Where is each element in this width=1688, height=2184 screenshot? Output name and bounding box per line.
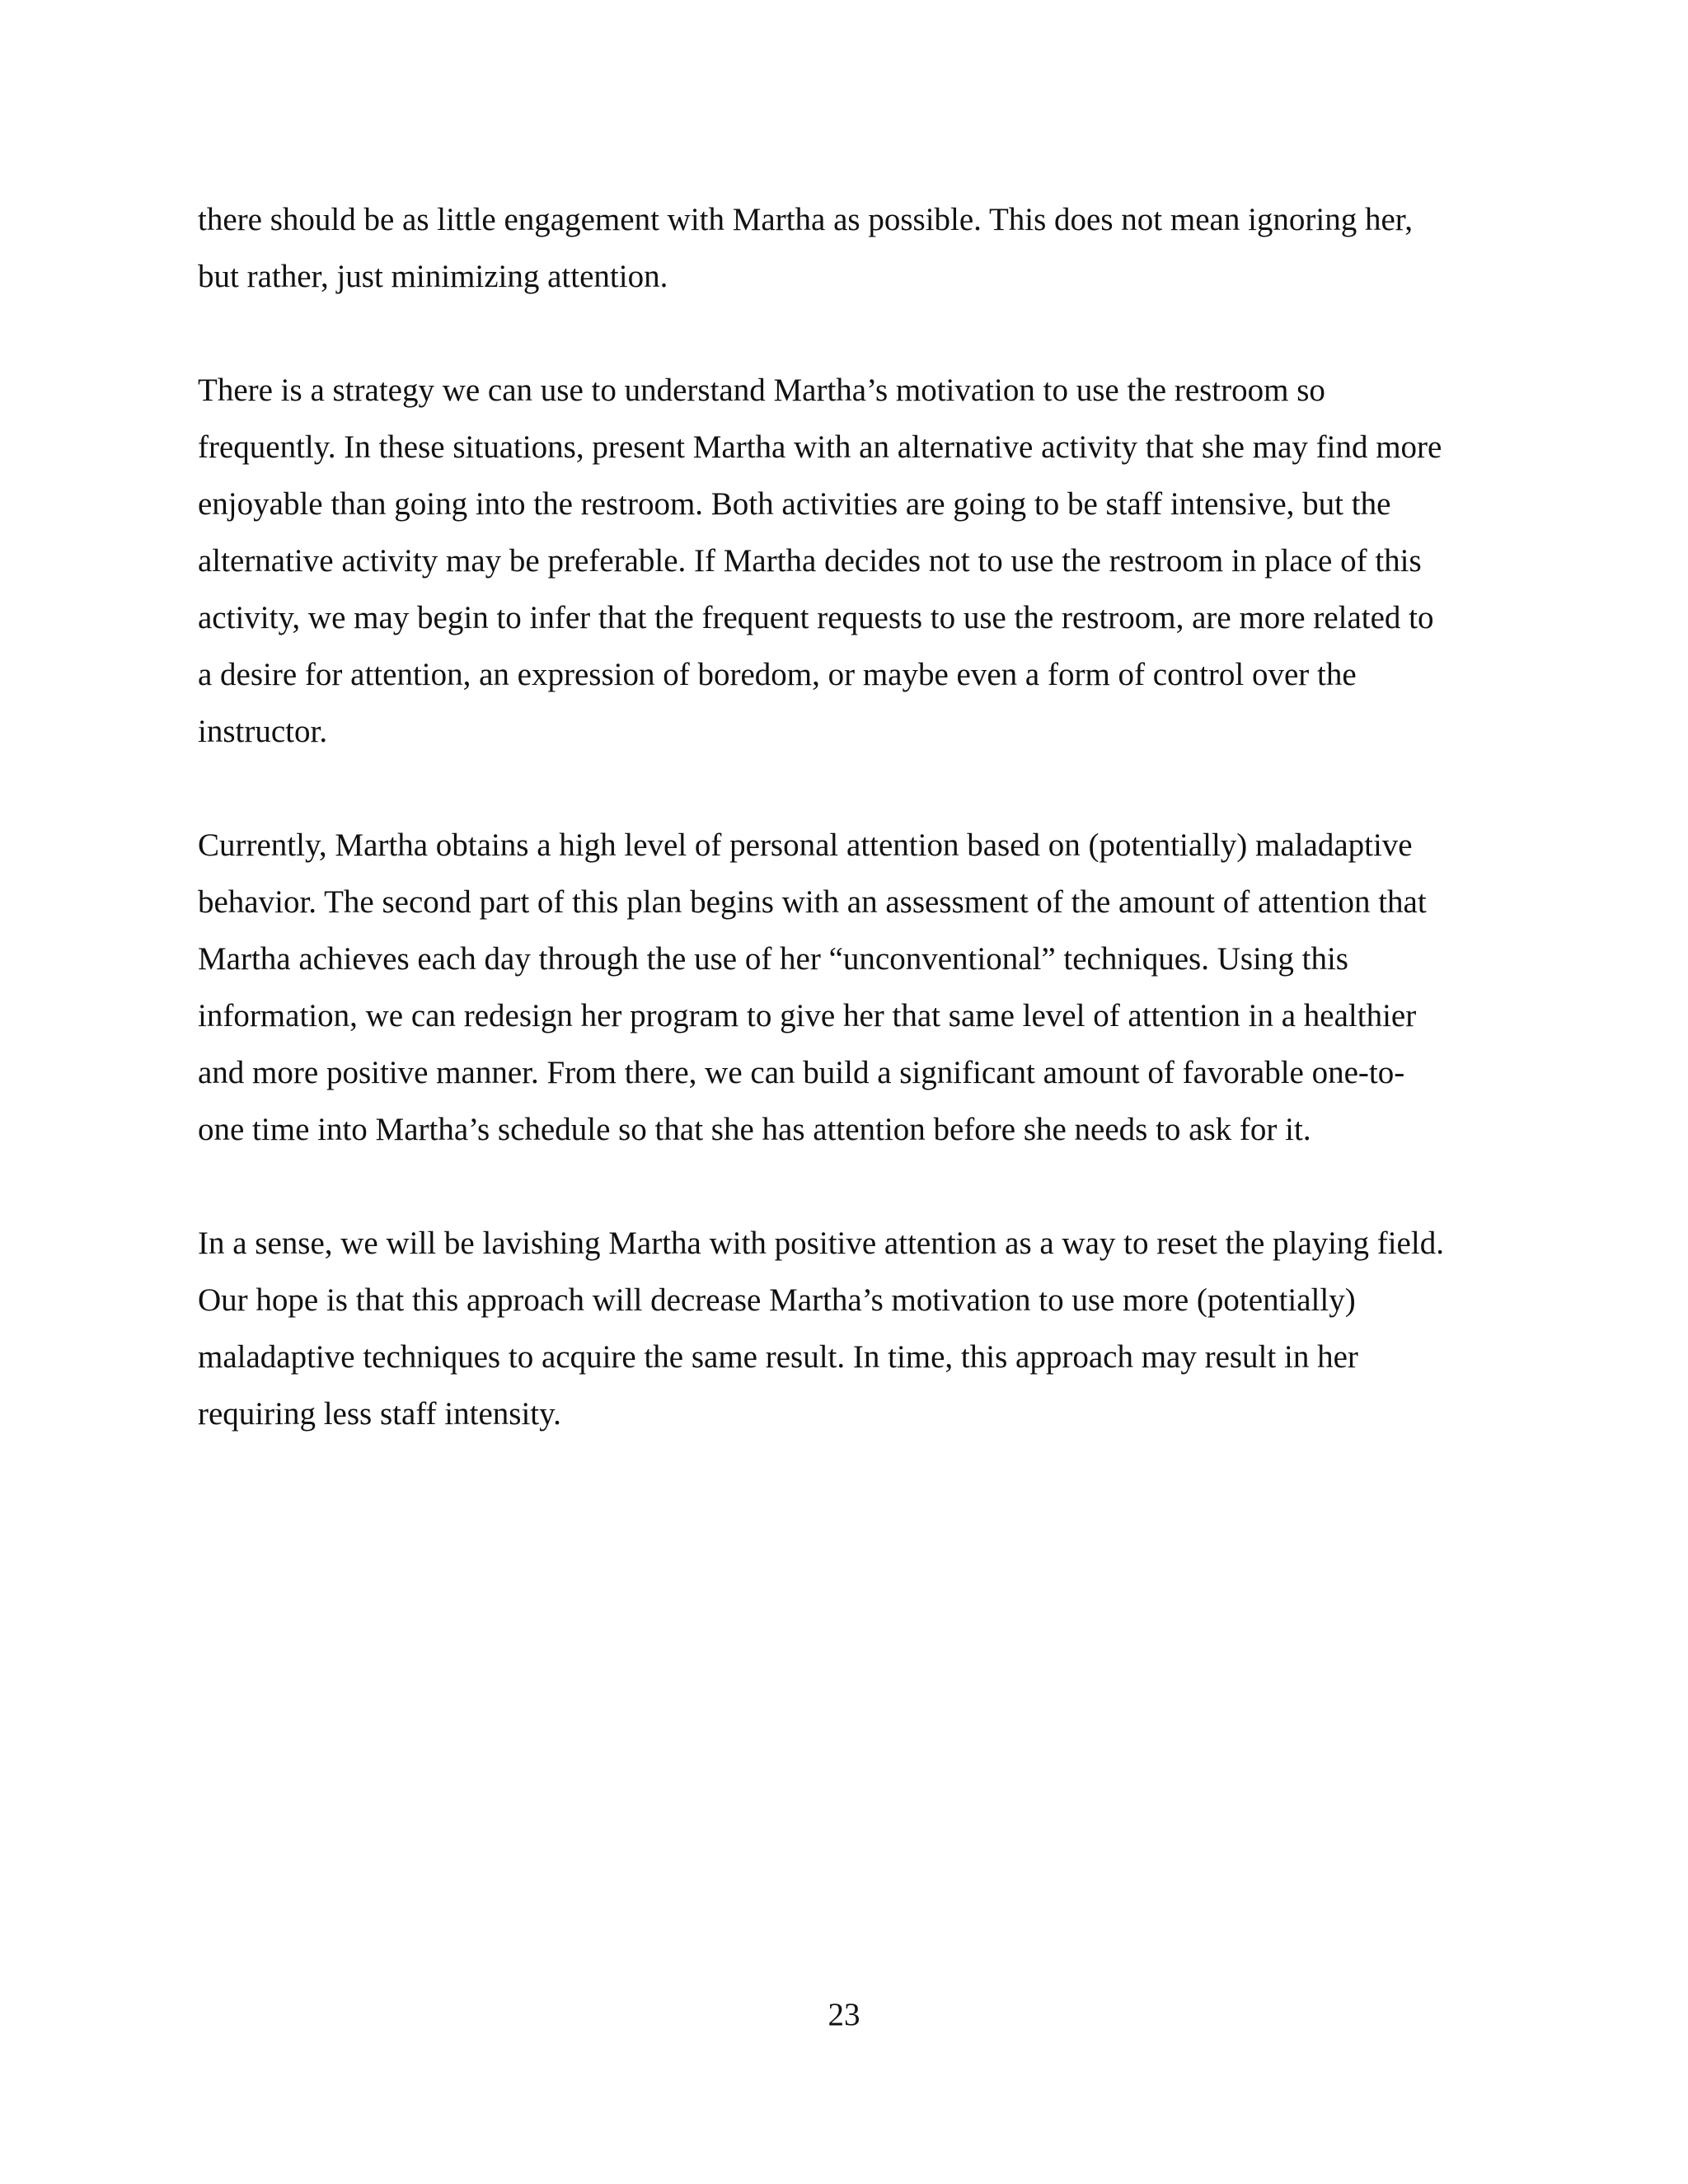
text-line: and more positive manner. From there, we can build a significant amount of favorable one-to- (198, 1055, 1405, 1090)
page-number: 23 (828, 1997, 860, 2032)
text-line: enjoyable than going into the restroom. Both activities are going to be staff intensive, but the (198, 486, 1391, 522)
text-line: activity, we may begin to infer that the frequent requests to use the restroom, are more related to (198, 600, 1434, 635)
body-text (198, 191, 1490, 1499)
text-line: one time into Martha’s schedule so that she has attention before she needs to ask for it. (198, 1112, 1311, 1147)
text-line: There is a strategy we can use to understand Martha’s motivation to use the restroom so (198, 373, 1325, 408)
text-line: information, we can redesign her program to give her that same level of attention in a healthier (198, 998, 1417, 1033)
text-line: there should be as little engagement with Martha as possible. This does not mean ignoring her, (198, 202, 1413, 237)
text-line: instructor. (198, 714, 328, 749)
text-line: Our hope is that this approach will decrease Martha’s motivation to use more (potentially) (198, 1282, 1356, 1318)
paragraph-3 (198, 817, 1490, 1158)
text-line: maladaptive techniques to acquire the same result. In time, this approach may result in her (198, 1339, 1358, 1375)
text-line: alternative activity may be preferable. If Martha decides not to use the restroom in place of this (198, 543, 1422, 579)
text-line: behavior. The second part of this plan begins with an assessment of the amount of attention that (198, 884, 1427, 920)
text-line: Currently, Martha obtains a high level of personal attention based on (potentially) maladaptive (198, 827, 1413, 863)
paragraph-4 (198, 1215, 1490, 1442)
paragraph-2 (198, 362, 1490, 760)
text-line: but rather, just minimizing attention. (198, 259, 668, 294)
paragraph-1 (198, 191, 1490, 305)
text-line: Martha achieves each day through the use of her “unconventional” techniques. Using this (198, 941, 1348, 977)
text-line: frequently. In these situations, present Martha with an alternative activity that she may find more (198, 429, 1442, 465)
text-line: In a sense, we will be lavishing Martha with positive attention as a way to reset the playing field. (198, 1226, 1444, 1261)
text-line: requiring less staff intensity. (198, 1396, 561, 1432)
text-line: a desire for attention, an expression of boredom, or maybe even a form of control over the (198, 657, 1357, 692)
